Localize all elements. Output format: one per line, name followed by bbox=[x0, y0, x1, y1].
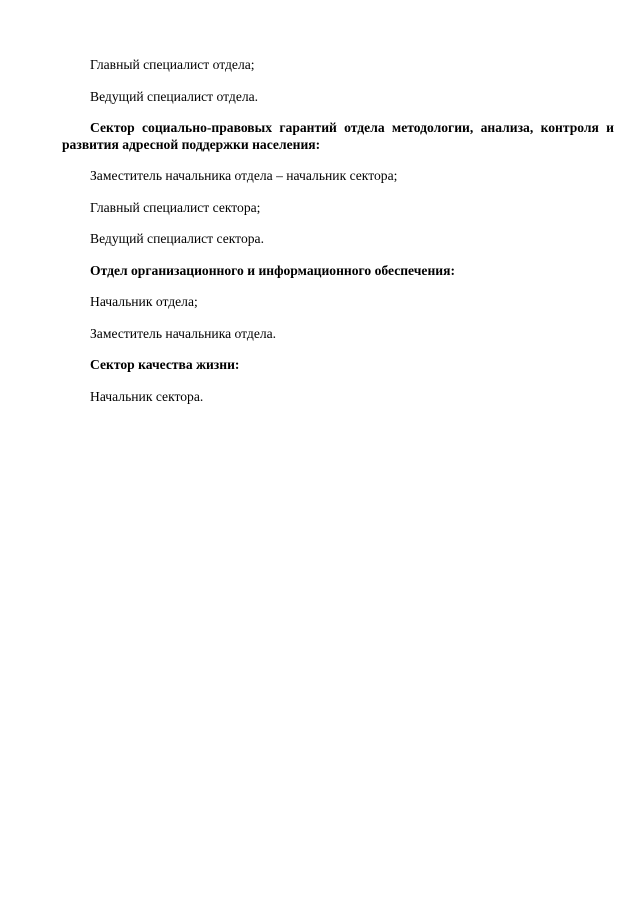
paragraph-deputy-head-sector-head: Заместитель начальника отдела – начальник сектора; bbox=[90, 168, 398, 183]
document-page bbox=[62, 56, 614, 419]
paragraph-head-of-sector: Начальник сектора. bbox=[90, 388, 204, 404]
heading-quality-of-life-sector: Сектор качества жизни: bbox=[90, 357, 240, 372]
paragraph-deputy-head-department: Заместитель начальника отдела. bbox=[90, 325, 277, 341]
paragraph-chief-specialist-dept: Главный специалист отдела; bbox=[90, 57, 255, 72]
heading-org-info-department: Отдел организационного и информационного обеспечения: bbox=[90, 262, 455, 278]
paragraph-leading-specialist-sector: Ведущий специалист сектора. bbox=[90, 231, 264, 246]
heading-social-legal-sector: Сектор социально-правовых гарантий отдела методологии, анализа, контроля и развития адресной поддержки населения: bbox=[62, 120, 614, 152]
paragraph-head-of-department: Начальник отдела; bbox=[90, 294, 198, 309]
paragraph-leading-specialist-dept: Ведущий специалист отдела. bbox=[90, 88, 259, 104]
paragraph-chief-specialist-sector: Главный специалист сектора; bbox=[90, 199, 261, 215]
